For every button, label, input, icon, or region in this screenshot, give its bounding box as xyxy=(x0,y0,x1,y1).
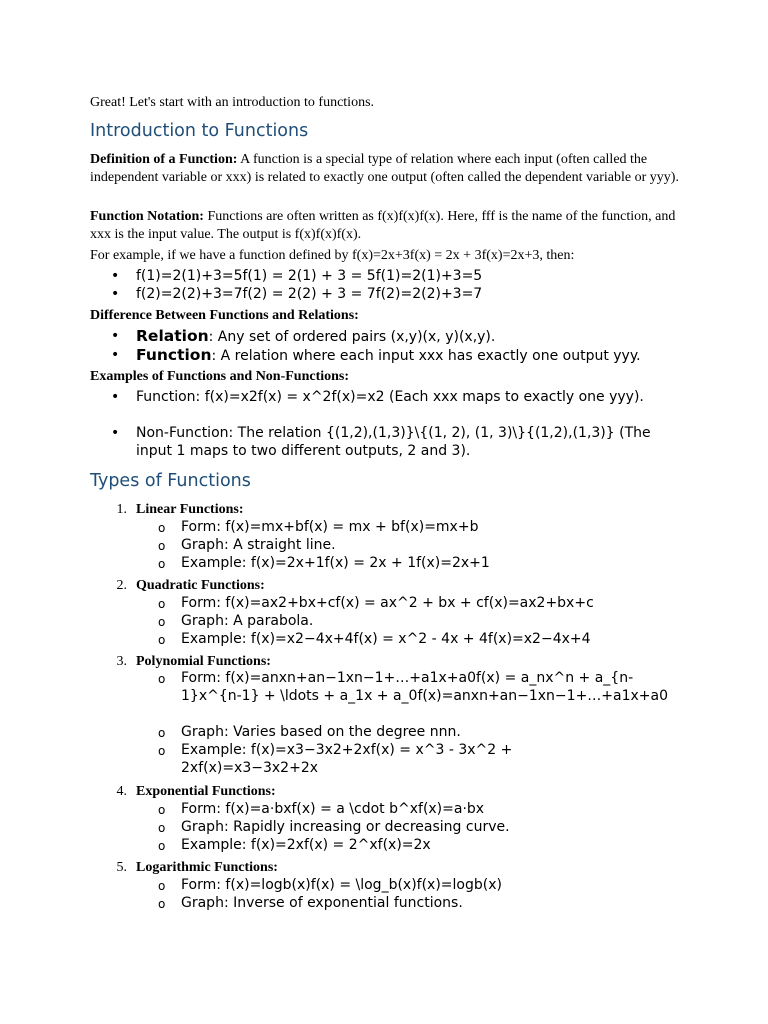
heading-types: Types of Functions xyxy=(90,471,251,491)
definition-text: A function is a special type of relation where each input (often called the independent variable or xxx) is related to exactly one output (often called the dependent variable or yyy). xyxy=(90,152,679,185)
circle-bullet-icon: o xyxy=(158,557,166,571)
type-label-logarithmic: Logarithmic Functions: xyxy=(136,860,278,875)
type-number: 3. xyxy=(116,654,127,669)
bullet-icon: • xyxy=(111,328,120,344)
type-number: 2. xyxy=(116,578,127,593)
type-label-exponential: Exponential Functions: xyxy=(136,784,276,799)
circle-bullet-icon: o xyxy=(158,879,166,893)
type-label-quadratic: Quadratic Functions: xyxy=(136,578,265,593)
circle-bullet-icon: o xyxy=(158,521,166,535)
examples-heading: Examples of Functions and Non-Functions: xyxy=(90,369,350,384)
difference-function xyxy=(136,346,681,365)
function-text: : A relation where each input xxx has exactly one output yyy. xyxy=(211,348,641,364)
notation-paragraph xyxy=(90,208,680,244)
circle-bullet-icon: o xyxy=(158,672,166,686)
type-item: Form: f(x)=a⋅bxf(x) = a \cdot b^xf(x)=a⋅bx xyxy=(181,801,485,817)
bullet-icon: • xyxy=(111,425,120,441)
type-label-linear: Linear Functions: xyxy=(136,502,244,517)
bullet-icon: • xyxy=(111,268,120,284)
function-term: Function xyxy=(136,346,212,364)
circle-bullet-icon: o xyxy=(158,897,166,911)
bullet-icon: • xyxy=(111,347,120,363)
type-label-polynomial: Polynomial Functions: xyxy=(136,654,271,669)
notation-text: Functions are often written as f(x)f(x)f(x). Here, fff is the name of the function, and xxx is the input value. The output is f(x)f(x)f(x). xyxy=(90,209,676,242)
circle-bullet-icon: o xyxy=(158,633,166,647)
type-item: Form: f(x)=anxn+an−1xn−1+…+a1x+a0f(x) = a_nx^n + a_{n-1}x^{n-1} + \ldots + a_1x + a_0f(x)=anxn+an−1xn−1+…+a1x+a0 xyxy=(181,670,669,704)
definition-label: Definition of a Function: xyxy=(90,152,238,167)
circle-bullet-icon: o xyxy=(158,597,166,611)
relation-text: : Any set of ordered pairs (x,y)(x, y)(x,y). xyxy=(208,329,496,345)
circle-bullet-icon: o xyxy=(158,744,166,758)
relation-term: Relation xyxy=(136,327,209,345)
type-number: 4. xyxy=(116,784,127,799)
type-item: Graph: Inverse of exponential functions. xyxy=(181,895,463,911)
definition-paragraph xyxy=(90,151,680,187)
type-item: Graph: A straight line. xyxy=(181,537,336,553)
circle-bullet-icon: o xyxy=(158,839,166,853)
difference-relation xyxy=(136,327,681,346)
circle-bullet-icon: o xyxy=(158,539,166,553)
type-item: Graph: Varies based on the degree nnn. xyxy=(181,724,461,740)
notation-label: Function Notation: xyxy=(90,209,204,224)
type-item: Example: f(x)=2x+1f(x) = 2x + 1f(x)=2x+1 xyxy=(181,555,490,571)
type-number: 5. xyxy=(116,860,127,875)
intro-text: Great! Let's start with an introduction to functions. xyxy=(90,95,375,110)
type-item: Graph: A parabola. xyxy=(181,613,314,629)
example-intro: For example, if we have a function defined by f(x)=2x+3f(x) = 2x + 3f(x)=2x+3, then: xyxy=(90,248,575,263)
examples-item-2: Non-Function: The relation {(1,2),(1,3)}\{(1, 2), (1, 3)\}{(1,2),(1,3)} (The input 1 maps to two different outputs, 2 and 3). xyxy=(136,425,651,459)
circle-bullet-icon: o xyxy=(158,821,166,835)
type-number: 1. xyxy=(116,502,127,517)
type-item: Example: f(x)=x2−4x+4f(x) = x^2 - 4x + 4f(x)=x2−4x+4 xyxy=(181,631,591,647)
circle-bullet-icon: o xyxy=(158,803,166,817)
heading-introduction: Introduction to Functions xyxy=(90,121,309,141)
examples-item-1: Function: f(x)=x2f(x) = x^2f(x)=x2 (Each xxx maps to exactly one yyy). xyxy=(136,389,644,405)
type-item: Form: f(x)=ax2+bx+cf(x) = ax^2 + bx + cf(x)=ax2+bx+c xyxy=(181,595,594,611)
type-item: Graph: Rapidly increasing or decreasing curve. xyxy=(181,819,510,835)
bullet-icon: • xyxy=(111,389,120,405)
type-item: Example: f(x)=x3−3x2+2xf(x) = x^3 - 3x^2 + 2xf(x)=x3−3x2+2x xyxy=(181,742,513,776)
type-item: Form: f(x)=mx+bf(x) = mx + bf(x)=mx+b xyxy=(181,519,479,535)
circle-bullet-icon: o xyxy=(158,615,166,629)
example-item-1: f(1)=2(1)+3=5f(1) = 2(1) + 3 = 5f(1)=2(1)+3=5 xyxy=(136,268,483,284)
type-item: Example: f(x)=2xf(x) = 2^xf(x)=2x xyxy=(181,837,431,853)
type-item: Form: f(x)=logb(x)f(x) = \log_b(x)f(x)=logb(x) xyxy=(181,877,502,893)
circle-bullet-icon: o xyxy=(158,726,166,740)
bullet-icon: • xyxy=(111,286,120,302)
example-item-2: f(2)=2(2)+3=7f(2) = 2(2) + 3 = 7f(2)=2(2)+3=7 xyxy=(136,286,483,302)
difference-heading: Difference Between Functions and Relations: xyxy=(90,308,359,323)
